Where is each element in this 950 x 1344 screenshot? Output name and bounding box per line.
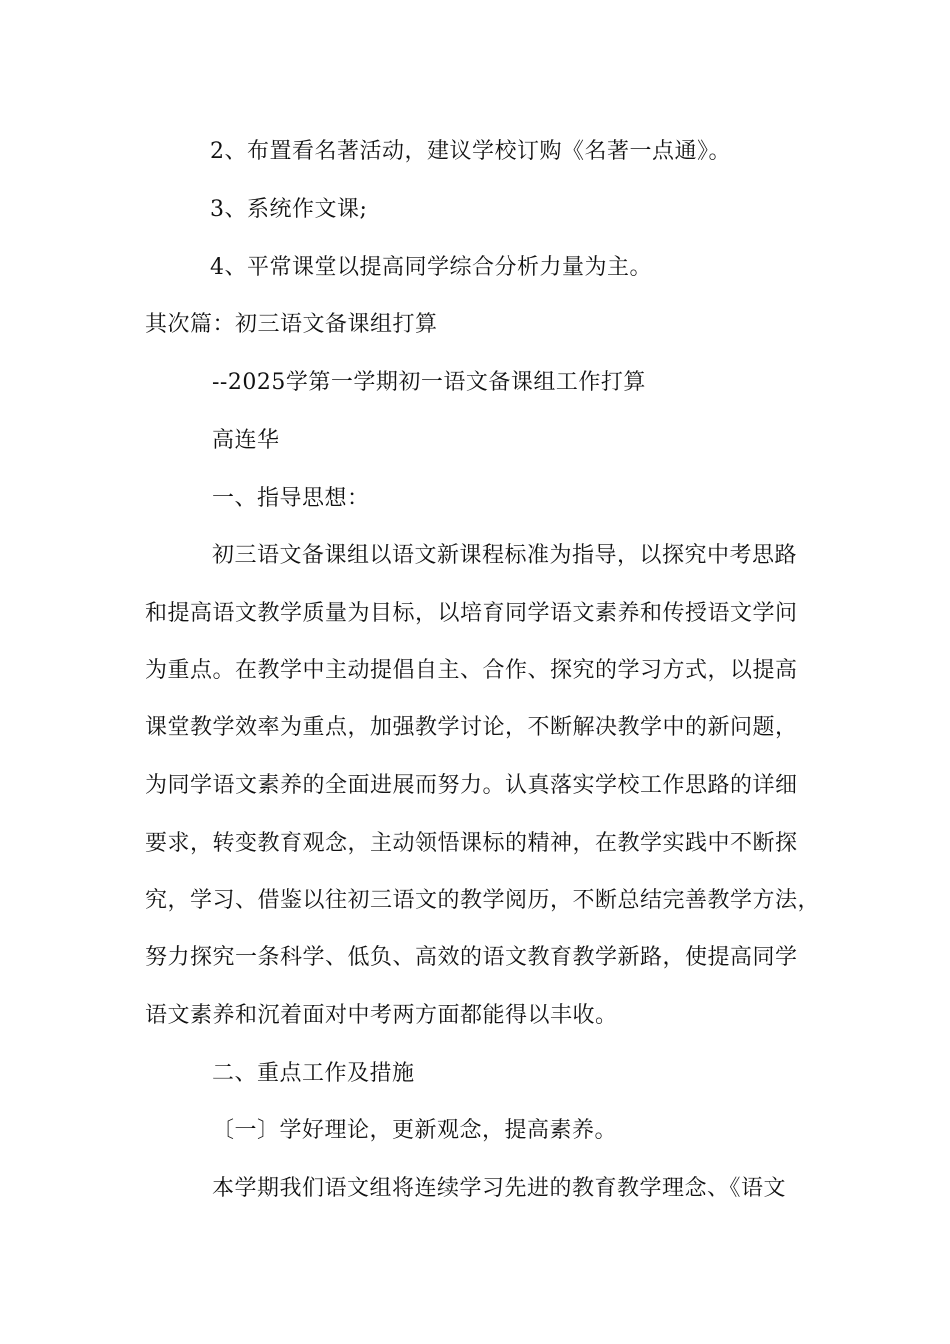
heading-key-work: 二、重点工作及措施 (212, 1061, 415, 1086)
paragraph-line: 本学期我们语文组将连续学习先进的教育教学理念、《语文 (212, 1176, 787, 1201)
paragraph-line: 要求，转变教育观念，主动领悟课标的精神，在教学实践中不断探 (145, 831, 798, 856)
paragraph-line: 究，学习、借鉴以往初三语文的教学阅历，不断总结完善教学方法， (145, 888, 821, 913)
author-name: 高连华 (212, 428, 280, 453)
paragraph-line: 为重点。在教学中主动提倡自主、合作、探究的学习方式，以提高 (145, 658, 798, 683)
subheading-theory: 〔一〕学好理论，更新观念，提高素养。 (212, 1118, 618, 1143)
paragraph-line: 为同学语文素养的全面进展而努力。认真落实学校工作思路的详细 (145, 773, 798, 798)
paragraph-line: 课堂教学效率为重点，加强教学讨论，不断解决教学中的新问题， (145, 715, 798, 740)
paragraph-line: 语文素养和沉着面对中考两方面都能得以丰收。 (145, 1003, 618, 1028)
heading-guiding-thought: 一、指导思想： (212, 486, 370, 511)
document-subtitle: --2025学第一学期初一语文备课组工作打算 (212, 370, 646, 395)
list-item-2: 2、布置看名著活动，建议学校订购《名著一点通》。 (210, 139, 731, 164)
paragraph-line: 和提高语文教学质量为目标，以培育同学语文素养和传授语文学问 (145, 601, 798, 626)
list-item-4: 4、平常课堂以提高同学综合分析力量为主。 (210, 255, 652, 280)
paragraph-line: 初三语文备课组以语文新课程标准为指导，以探究中考思路 (212, 543, 798, 568)
list-item-3: 3、系统作文课; (210, 197, 368, 222)
section-heading: 其次篇：初三语文备课组打算 (145, 312, 438, 337)
paragraph-line: 努力探究一条科学、低负、高效的语文教育教学新路，使提高同学 (145, 945, 798, 970)
